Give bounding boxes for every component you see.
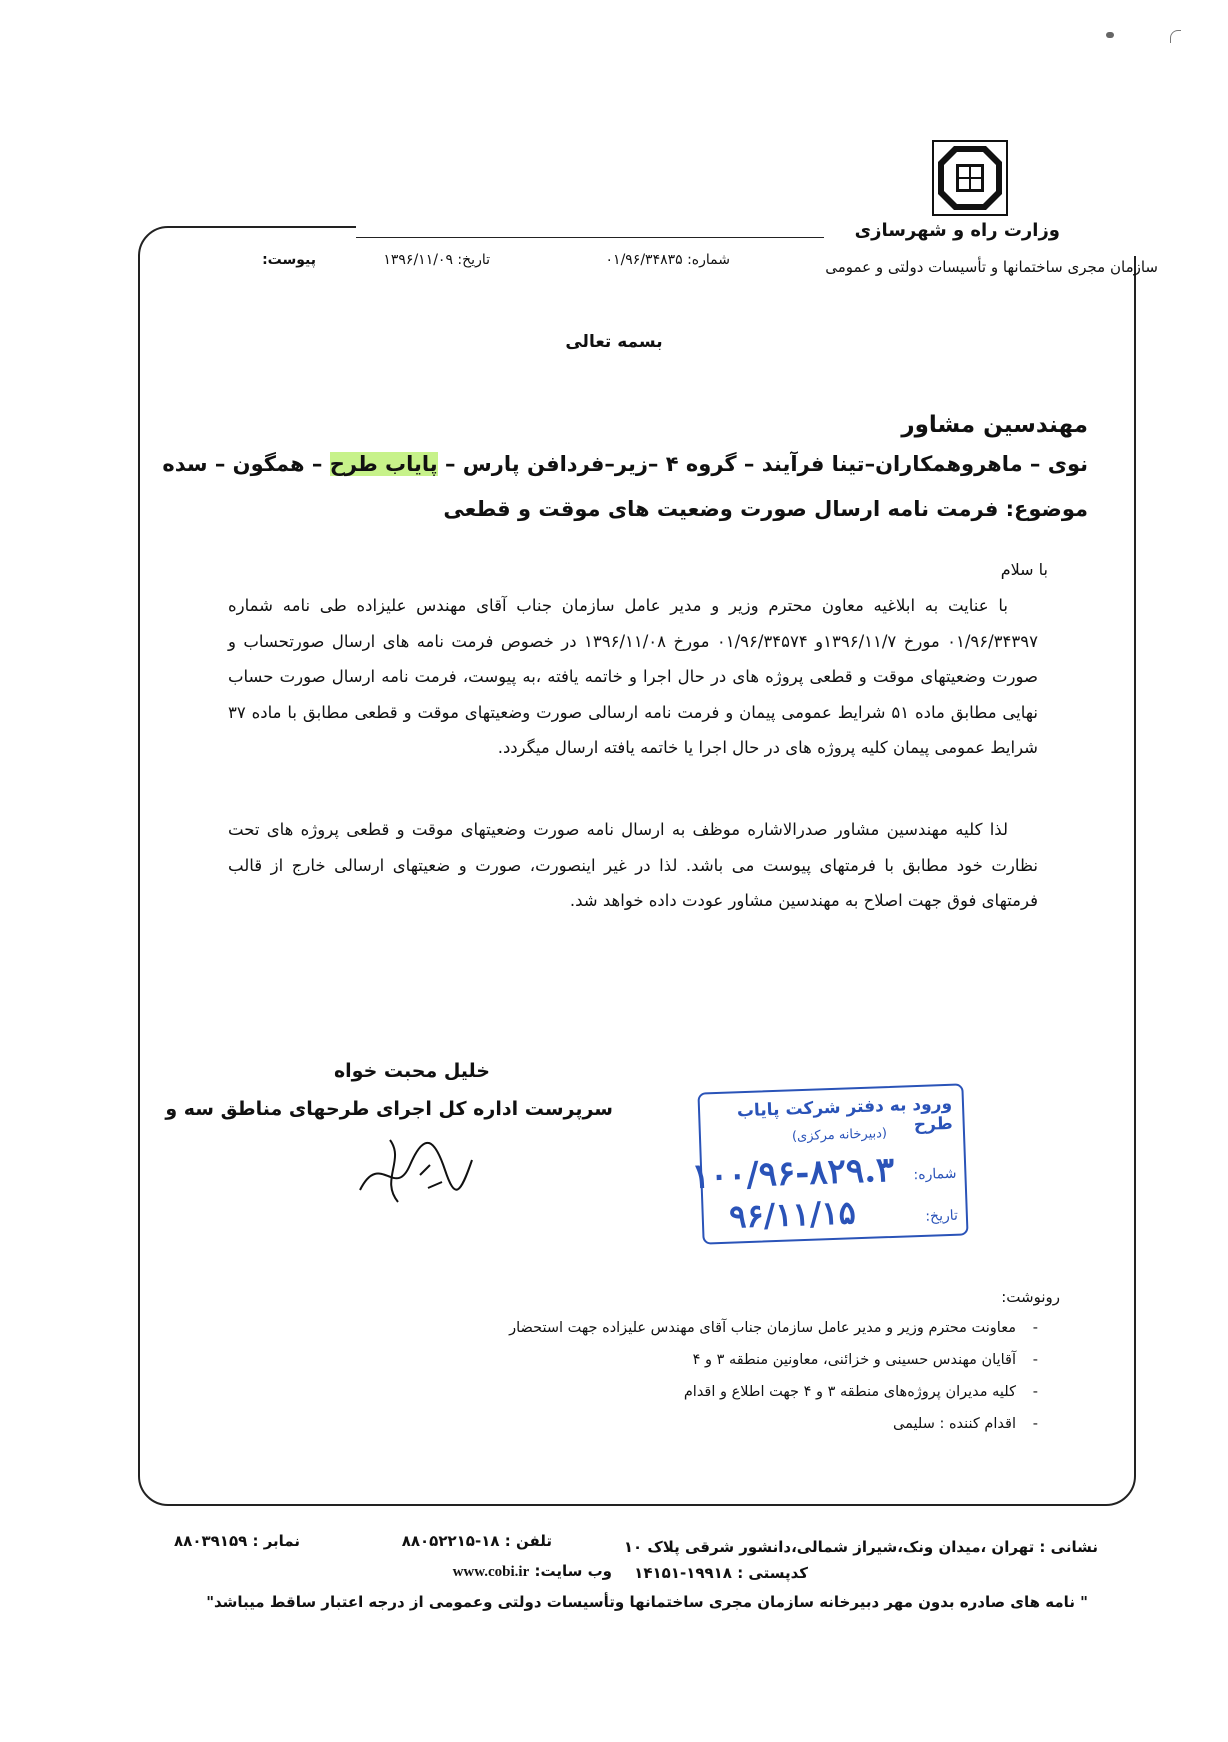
signatory-title: سرپرست اداره کل اجرای طرحهای مناطق سه و	[165, 1098, 613, 1120]
body-paragraph-2: لذا کلیه مهندسین مشاور صدرالاشاره موظف به ارسال نامه صورت وضعیتهای موقت و قطعی پروژه های تحت نظارت خود مطابق با فرمتهای پیوست می باشد. لذا در غیر اینصورت، صورت و ضعیتهای ارسالی خارج از قالب فرمتهای فوق جهت اصلاح به مهندسین مشاور عودت داده خواهد شد.	[228, 820, 1038, 910]
header-rule	[356, 237, 824, 238]
cc-item: - آقایان مهندس حسینی و خزائنی، معاونین منطقه ۳ و ۴	[278, 1344, 1038, 1376]
letter-number	[606, 252, 730, 268]
letter-date-value: ۱۳۹۶/۱۱/۰۹	[383, 252, 453, 268]
body-paragraph-1: با عنایت به ابلاغیه معاون محترم وزیر و مدیر عامل سازمان جناب آقای مهندس علیزاده طی نامه شماره ۰۱/۹۶/۳۴۳۹۷ مورخ ۱۳۹۶/۱۱/۷و ۰۱/۹۶/۳۴۵۷۴ مورخ ۱۳۹۶/۱۱/۰۸ در خصوص فرمت نامه های ارسال صورتحساب و صورت وضعیتهای موقت و قطعی پروژه های در حال اجرا و خاتمه یافته ،به پیوست، فرمت نامه ارسال صورت حساب نهایی مطابق ماده ۵۱ شرایط عمومی پیمان و فرمت نامه ارسالی صورت وضعیتهای موقت و قطعی مطابق با ماده ۳۷ شرایط عمومی پیمان کلیه پروژه های در حال اجرا یا خاتمه یافته ارسال میگردد.	[228, 596, 1039, 757]
consultants-after: – همگون – سده	[162, 452, 323, 476]
footer-address: نشانی : تهران ،میدان ونک،شیراز شمالی،دانشور شرقی پلاک ۱۰	[623, 1538, 1098, 1556]
stamp-date-label: تاریخ:	[925, 1207, 959, 1225]
scan-mark	[1170, 30, 1181, 43]
stamp-subtitle: (دبیرخانه مرکزی)	[791, 1126, 888, 1145]
stamp-title: ورود به دفتر شرکت پایاب طرح	[736, 1093, 954, 1136]
footer-fax: نمابر : ۸۸۰۳۹۱۵۹	[174, 1532, 300, 1550]
organization-name: سازمان مجری ساختمانها و تأسیسات دولتی و عمومی	[825, 258, 1158, 276]
letter-number-value: ۰۱/۹۶/۳۴۸۳۵	[605, 252, 683, 268]
subject: موضوع: فرمت نامه ارسال صورت وضعیت های موقت و قطعی	[443, 497, 1088, 521]
footer-website-label: وب سایت:	[534, 1562, 612, 1580]
stamp-number-label: شماره:	[913, 1165, 957, 1184]
cc-item: - معاونت محترم وزیر و مدیر عامل سازمان جناب آقای مهندس علیزاده جهت استحضار	[278, 1312, 1038, 1344]
consultants-highlight: پایاب طرح	[329, 452, 438, 476]
signatory-name: خلیل محبت خواه	[333, 1060, 490, 1082]
footer-postal-code: کدپستی : ۱۹۹۱۸-۱۴۱۵۱	[634, 1564, 808, 1582]
cc-list	[278, 1312, 1038, 1440]
cc-item: - کلیه مدیران پروژه‌های منطقه ۳ و ۴ جهت اطلاع و اقدام	[278, 1376, 1038, 1408]
consultants-before: نوی – ماهروهمکاران–تینا فرآیند – گروه ۴ –زیر–فردافن پارس –	[445, 452, 1088, 476]
scan-speck	[1106, 32, 1114, 38]
stamp-number-value: ۱۰۰/۹۶-۸۲۹.۳	[690, 1149, 895, 1197]
handwritten-signature-icon	[350, 1130, 480, 1210]
footer-phone: تلفن : ۱۸-۸۸۰۵۲۲۱۵	[401, 1532, 552, 1550]
cc-title: رونوشت:	[1001, 1288, 1060, 1306]
letter-date	[383, 252, 490, 268]
stamp-date-value: ۹۶/۱۱/۱۵	[728, 1193, 857, 1236]
receipt-stamp	[690, 1083, 968, 1244]
letter-number-label: شماره:	[687, 252, 730, 268]
footer-notice: " نامه های صادره بدون مهر دبیرخانه سازمان مجری ساختمانها وتأسیسات دولتی وعمومی از درجه اعتبار ساقط میباشد"	[206, 1593, 1088, 1611]
letter-date-label: تاریخ:	[457, 252, 490, 268]
attachment-label: پیوست:	[262, 252, 316, 268]
footer-website-link[interactable]: www.cobi.ir	[452, 1564, 530, 1580]
footer-website	[453, 1562, 612, 1581]
recipient: مهندسین مشاور	[901, 412, 1088, 438]
consultants-list	[162, 452, 1088, 476]
ministry-logo-icon	[932, 140, 1008, 216]
greeting: با سلام	[1000, 560, 1048, 579]
basmala: بسمه تعالی	[565, 332, 663, 352]
ministry-name: وزارت راه و شهرسازی	[854, 220, 1060, 241]
cc-item: - اقدام کننده : سلیمی	[278, 1408, 1038, 1440]
